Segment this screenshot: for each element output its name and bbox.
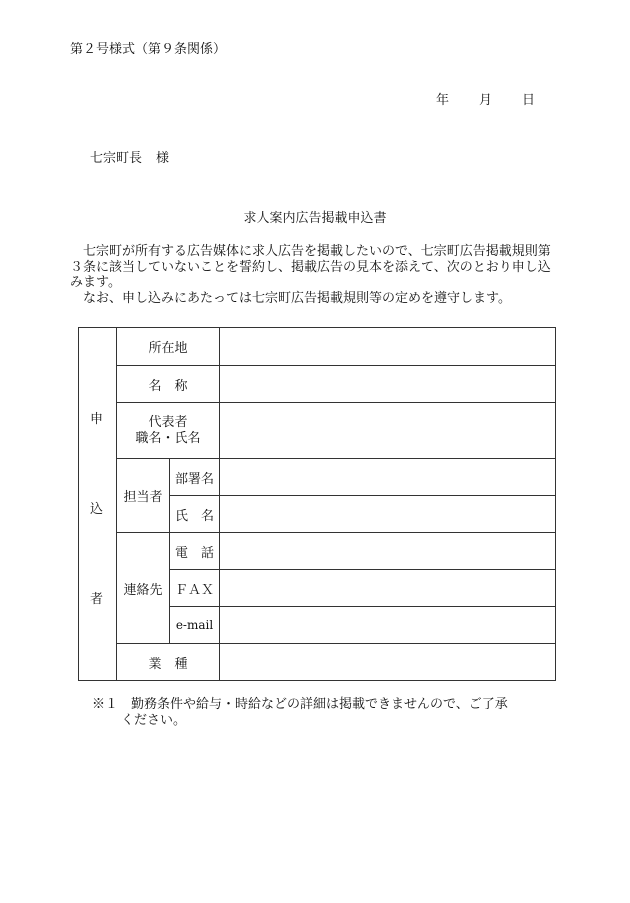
representative-label-line2: 職名・氏名 <box>135 430 201 446</box>
department-field[interactable] <box>220 459 556 496</box>
applicant-char-3: 者 <box>90 592 104 607</box>
body-paragraph-1: 七宗町が所有する広告媒体に求人広告を掲載したいので、七宗町広告掲載規則第３条に該当していないことを誓約し、掲載広告の見本を添えて、次のとおり申し込みます。 <box>70 244 551 290</box>
phone-field[interactable] <box>220 533 556 570</box>
email-label: e-mail <box>170 607 220 644</box>
name-field[interactable] <box>220 366 556 403</box>
applicant-char-1: 申 <box>90 412 104 427</box>
representative-field[interactable] <box>220 403 556 459</box>
date-day-label: 日 <box>522 93 536 108</box>
note-line-2: ください。 <box>121 713 187 728</box>
name-label: 名 称 <box>117 366 220 403</box>
date-month-label: 月 <box>479 93 493 108</box>
contact-label: 連絡先 <box>117 533 170 644</box>
email-field[interactable] <box>220 607 556 644</box>
application-form-table <box>78 327 556 681</box>
representative-label <box>117 403 220 459</box>
date-year-label: 年 <box>436 93 450 108</box>
applicant-char-2: 込 <box>90 502 104 517</box>
person-name-field[interactable] <box>220 496 556 533</box>
fax-label: ＦＡＸ <box>170 570 220 607</box>
contact-person-label: 担当者 <box>117 459 170 533</box>
note <box>92 697 508 729</box>
form-number: 第２号様式（第９条関係） <box>70 42 227 57</box>
department-label: 部署名 <box>170 459 220 496</box>
addressee-honorific: 様 <box>156 151 170 166</box>
industry-label: 業 種 <box>117 644 220 681</box>
representative-label-line1: 代表者 <box>148 414 188 430</box>
body-text <box>70 244 560 306</box>
person-name-label: 氏 名 <box>170 496 220 533</box>
industry-field[interactable] <box>220 644 556 681</box>
document-title: 求人案内広告掲載申込書 <box>243 211 387 226</box>
phone-label: 電 話 <box>170 533 220 570</box>
addressee-name: 七宗町長 <box>90 151 143 166</box>
date-line <box>436 89 535 108</box>
addressee <box>90 147 169 166</box>
address-label: 所在地 <box>117 328 220 366</box>
applicant-column <box>79 328 117 681</box>
fax-field[interactable] <box>220 570 556 607</box>
body-paragraph-2: なお、申し込みにあたっては七宗町広告掲載規則等の定めを遵守します。 <box>83 290 511 306</box>
note-line-1: ※１ 勤務条件や給与・時給などの詳細は掲載できませんので、ご了承 <box>92 697 508 712</box>
address-field[interactable] <box>220 328 556 366</box>
